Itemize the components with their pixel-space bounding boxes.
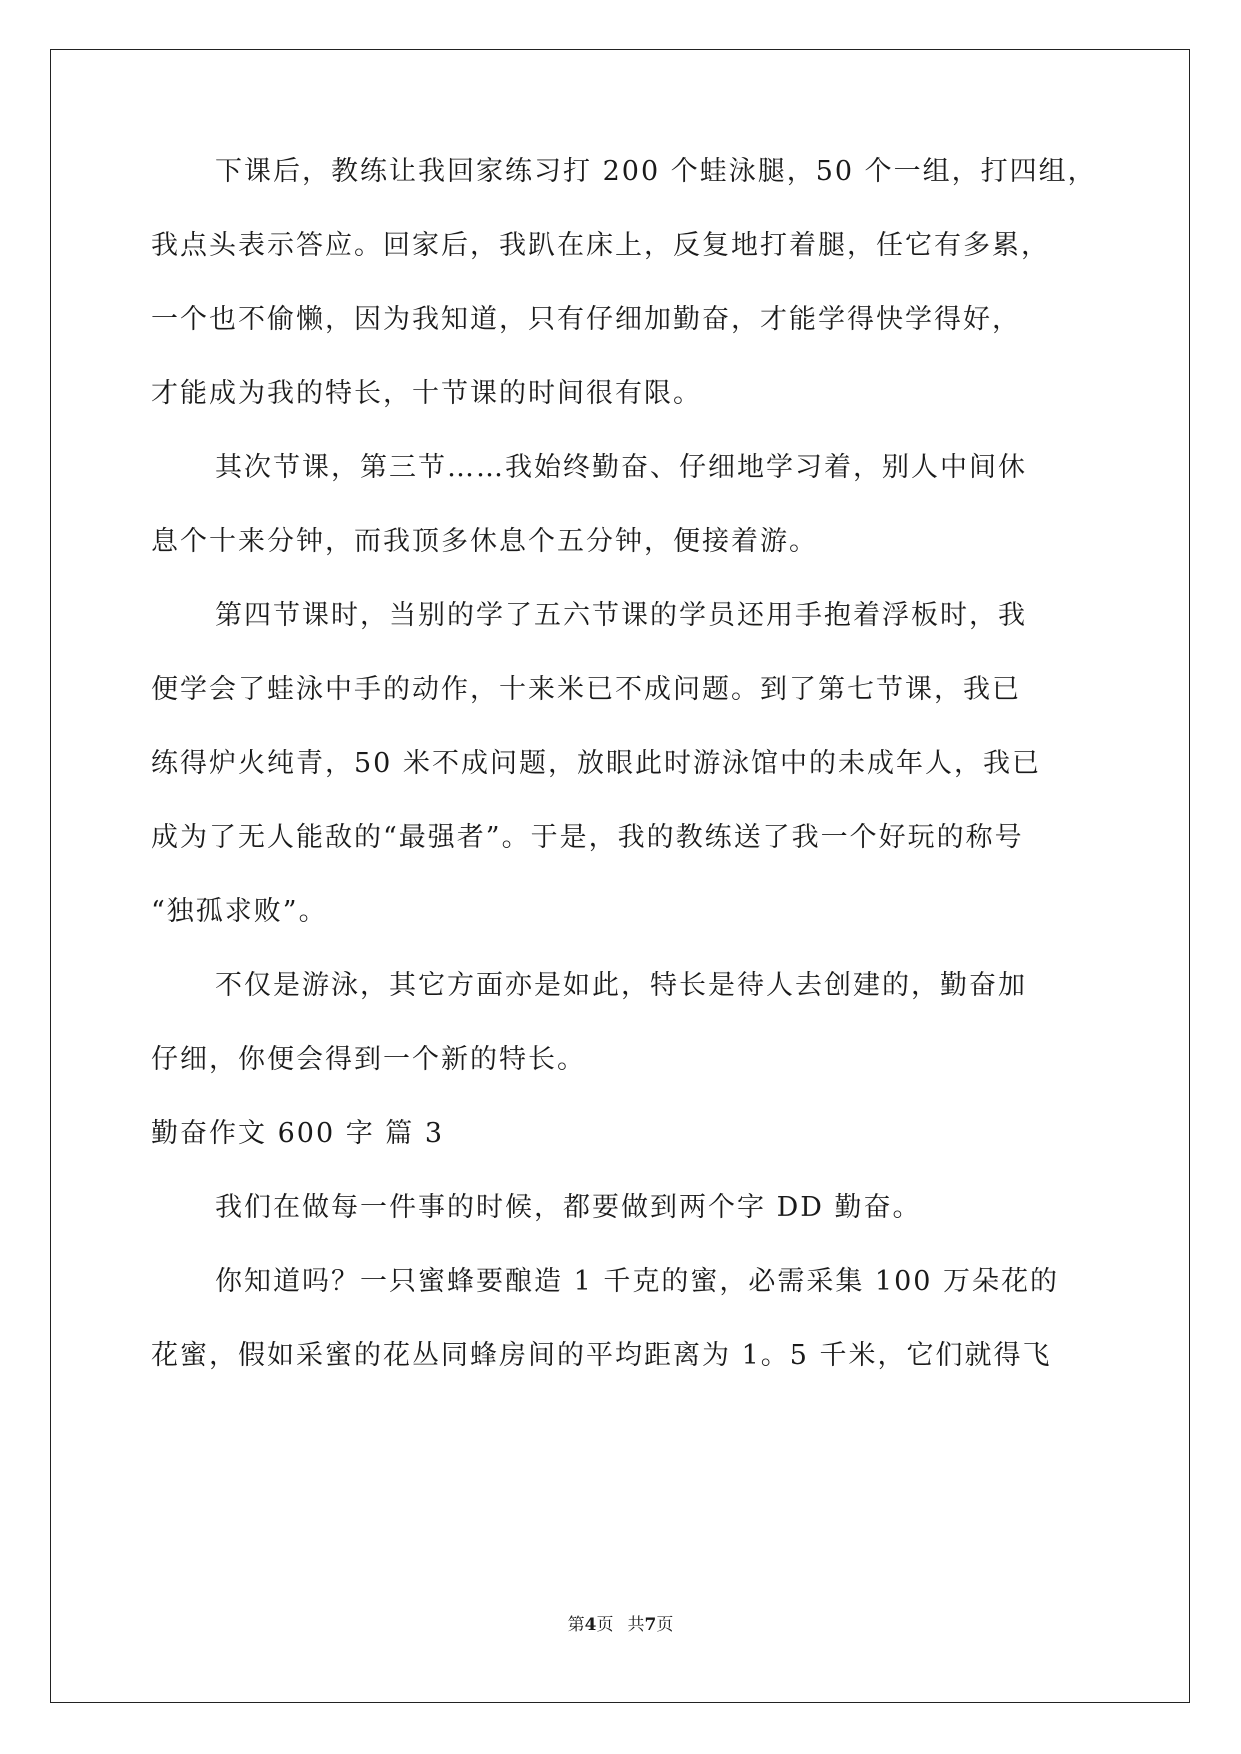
paragraph-line: 一个也不偷懒，因为我知道，只有仔细加勤奋，才能学得快学得好，: [151, 304, 1021, 335]
paragraph-line: 练得炉火纯青，50 米不成问题，放眼此时游泳馆中的未成年人，我已: [151, 748, 1041, 779]
paragraph-line: 下课后，教练让我回家练习打 200 个蛙泳腿，50 个一组，打四组，: [215, 156, 1097, 187]
paragraph-line: 我们在做每一件事的时候，都要做到两个字 DD 勤奋。: [215, 1192, 922, 1223]
current-page-number: 4: [584, 1615, 597, 1635]
paragraph-line: 第四节课时，当别的学了五六节课的学员还用手抱着浮板时，我: [215, 600, 1027, 631]
page-number-prefix: 第: [567, 1615, 585, 1635]
paragraph-line: “独孤求败”。: [151, 896, 328, 927]
total-pages-prefix: 共: [627, 1615, 645, 1635]
paragraph-line: 仔细，你便会得到一个新的特长。: [151, 1044, 586, 1075]
paragraph-line: 息个十来分钟，而我顶多休息个五分钟，便接着游。: [151, 526, 818, 557]
paragraph-line: 才能成为我的特长，十节课的时间很有限。: [151, 378, 702, 409]
total-page-count: 7: [644, 1615, 657, 1635]
paragraph-line: 成为了无人能敌的“最强者”。于是，我的教练送了我一个好玩的称号: [151, 822, 1024, 853]
total-pages-suffix: 页: [656, 1615, 674, 1635]
paragraph-line: 便学会了蛙泳中手的动作，十来米已不成问题。到了第七节课，我已: [151, 674, 1021, 705]
page-footer: [0, 1613, 1241, 1637]
paragraph-line: 花蜜，假如采蜜的花丛同蜂房间的平均距离为 1。5 千米，它们就得飞: [151, 1340, 1052, 1371]
paragraph-line: 我点头表示答应。回家后，我趴在床上，反复地打着腿，任它有多累，: [151, 230, 1050, 261]
page-border: [50, 49, 1190, 1703]
section-heading: 勤奋作文 600 字 篇 3: [151, 1118, 445, 1149]
page-number-suffix: 页: [596, 1615, 614, 1635]
paragraph-line: 不仅是游泳，其它方面亦是如此，特长是待人去创建的，勤奋加: [215, 970, 1027, 1001]
paragraph-line: 其次节课，第三节……我始终勤奋、仔细地学习着，别人中间休: [215, 452, 1027, 483]
paragraph-line: 你知道吗？一只蜜蜂要酿造 1 千克的蜜，必需采集 100 万朵花的: [215, 1266, 1060, 1297]
